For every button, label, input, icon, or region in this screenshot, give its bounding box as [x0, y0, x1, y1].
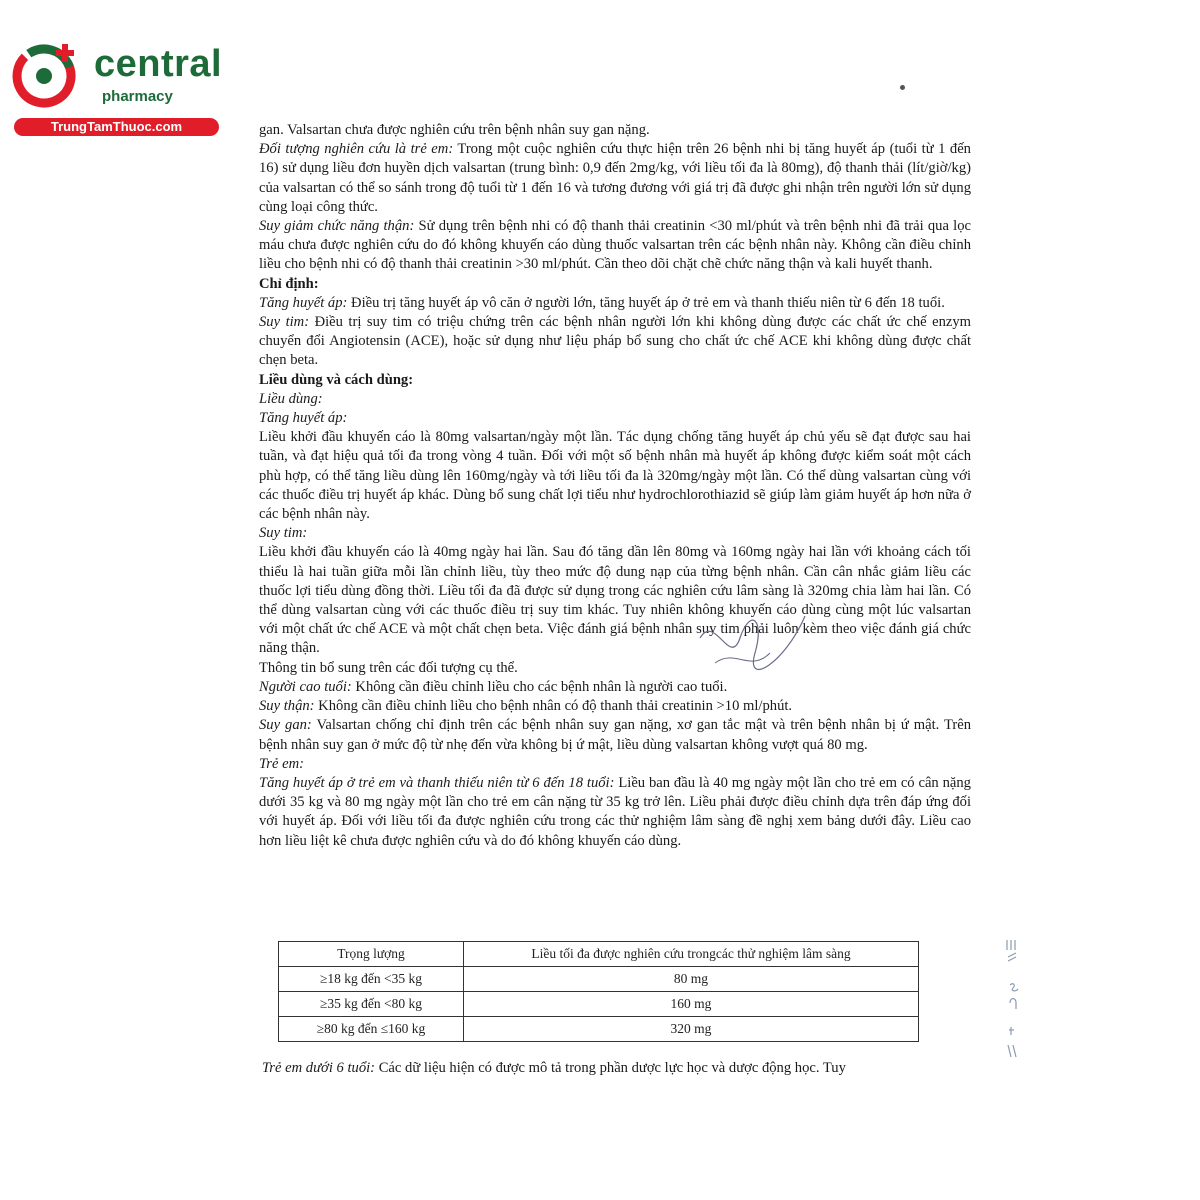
body-paragraph — [259, 659, 971, 678]
document-body — [259, 121, 971, 851]
paragraph-text: Valsartan chống chỉ định trên các bệnh nhân suy gan nặng, xơ gan tắc mật và trên bệnh nhân bị ứ mật. Trên bệnh nhân suy gan ở mức độ từ nhẹ đến vừa không bị ứ mật, liều dùng valsartan không vượt quá 80 mg. — [259, 717, 971, 753]
paragraph-text: Liều ban đầu là 40 mg ngày một lần cho trẻ em có cân nặng dưới 35 kg và 80 mg ngày một lần cho trẻ em cân nặng từ 35 kg trở lên. Liều phải được điều chỉnh dựa trên đáp ứng đối với huyết áp. Đối với liều tối đa được nghiên cứu trong các thử nghiệm lâm sàng đề nghị xem bảng dưới đây. Liều cao hơn liều liệt kê chưa được nghiên cứu và do đó không khuyến cáo dùng. — [259, 774, 971, 849]
section-heading: Liều dùng và cách dùng: — [259, 371, 414, 388]
body-paragraph — [259, 697, 971, 716]
handwritten-signature — [695, 608, 810, 678]
trailing-paragraph — [262, 1059, 972, 1078]
brand-subtitle: pharmacy — [102, 88, 173, 105]
body-paragraph — [259, 121, 971, 140]
paragraph-text: Liều khởi đầu khuyến cáo là 80mg valsartan/ngày một lần. Tác dụng chống tăng huyết áp chủ yếu sẽ đạt được sau hai tuần, và đạt hiệu quả tối đa trong vòng 4 tuần. Đối với một số bệnh nhân mà huyết áp không được kiểm soát một cách phù hợp, có thể tăng liều dùng lên 160mg/ngày và tới liều tối đa là 320mg/ngày một lần. Có thể dùng valsartan cùng với các thuốc điều trị huyết áp khác. Dùng bổ sung chất lợi tiểu như hydrochlorothiazid sẽ giúp làm giảm huyết áp hơn nữa ở các bệnh nhân này. — [259, 429, 971, 523]
body-paragraph — [259, 217, 971, 275]
dose-cell: 160 mg — [464, 992, 919, 1017]
dose-cell: 320 mg — [464, 1017, 919, 1042]
paragraph-text: Sử dụng trên bệnh nhi có độ thanh thải creatinin <30 ml/phút và trên bệnh nhi đã trải qua lọc máu chưa được nghiên cứu do đó không khuyến cáo dùng thuốc valsartan trên các bệnh nhân này. Không cần điều chỉnh liều cho bệnh nhi có độ thanh thải creatinin >30 ml/phút. Cần theo dõi chặt chẽ chức năng thận và kali huyết thanh. — [259, 218, 971, 273]
table-header-row — [279, 942, 919, 967]
paragraph-text: Liều khởi đầu khuyến cáo là 40mg ngày hai lần. Sau đó tăng dần lên 80mg và 160mg ngày hai lần với khoảng cách tối thiểu là hai tuần giữa mỗi lần chỉnh liều, tùy theo mức độ dung nạp của từng bệnh nhân. Cần cân nhắc giảm liều các thuốc lợi tiểu dùng đồng thời. Liều tối đa đã được sử dụng trong các nghiên cứu lâm sàng là 320mg chia làm hai lần. Có thể dùng valsartan cùng với các thuốc điều trị suy tim khác. Tuy nhiên không khuyến cáo dùng cùng một lúc valsartan với một chất ức chế ACE và một chất chẹn beta. Việc đánh giá bệnh nhân suy tim phải luôn kèm theo việc đánh giá chức năng thận. — [259, 544, 971, 657]
body-paragraph — [259, 140, 971, 217]
paragraph-lead: Trẻ em: — [259, 755, 304, 772]
body-paragraph — [259, 294, 971, 313]
column-header-weight: Trọng lượng — [279, 942, 464, 967]
central-pharmacy-logo[interactable] — [10, 38, 223, 138]
paragraph-lead: Tăng huyết áp: — [259, 410, 348, 427]
paragraph-lead: Suy tim: — [259, 314, 310, 331]
weight-cell: ≥35 kg đến <80 kg — [279, 992, 464, 1017]
table-row — [279, 992, 919, 1017]
body-paragraph — [259, 755, 971, 774]
paragraph-lead: Suy thận: — [259, 698, 315, 715]
paragraph-lead: Đối tượng nghiên cứu là trẻ em: — [259, 141, 454, 158]
max-dose-table — [278, 941, 919, 1042]
paragraph-text: Thông tin bổ sung trên các đối tượng cụ thể. — [259, 659, 518, 676]
paragraph-lead: Suy tim: — [259, 525, 308, 542]
margin-scan-marks — [1002, 935, 1022, 1065]
weight-cell: ≥80 kg đến ≤160 kg — [279, 1017, 464, 1042]
paragraph-lead: Tăng huyết áp: — [259, 294, 348, 311]
paragraph-text: Điều trị tăng huyết áp vô căn ở người lớn, tăng huyết áp ở trẻ em và thanh thiếu niên từ 6 đến 18 tuổi. — [347, 294, 945, 311]
body-paragraph — [259, 409, 971, 428]
weight-cell: ≥18 kg đến <35 kg — [279, 967, 464, 992]
scan-speck — [900, 85, 905, 90]
section-heading: Chỉ định: — [259, 275, 319, 292]
paragraph-lead: Người cao tuổi: — [259, 678, 352, 695]
body-paragraph — [259, 678, 971, 697]
paragraph-text: gan. Valsartan chưa được nghiên cứu trên bệnh nhân suy gan nặng. — [259, 122, 650, 138]
body-paragraph — [259, 313, 971, 371]
paragraph-text: Các dữ liệu hiện có được mô tả trong phần dược lực học và dược động học. Tuy — [375, 1060, 846, 1076]
body-paragraph — [259, 390, 971, 409]
site-url-badge: TrungTamThuoc.com — [14, 118, 219, 136]
paragraph-text: Không cần điều chỉnh liều cho các bệnh nhân là người cao tuổi. — [351, 678, 728, 695]
pharmacy-logo-icon — [10, 38, 82, 110]
column-header-max-dose: Liều tối đa được nghiên cứu trongcác thử nghiệm lâm sàng — [464, 942, 919, 967]
paragraph-text: Điều trị suy tim có triệu chứng trên các bệnh nhân người lớn khi không dùng được các chất ức chế enzym chuyển đổi Angiotensin (ACE), hoặc sử dụng như liệu pháp bổ sung cho chất ức chế ACE khi không dùng được chất chẹn beta. — [259, 314, 971, 369]
body-paragraph — [259, 774, 971, 851]
brand-name: central — [94, 43, 223, 85]
paragraph-lead: Tăng huyết áp ở trẻ em và thanh thiếu niên từ 6 đến 18 tuổi: — [259, 774, 615, 791]
body-paragraph — [259, 428, 971, 524]
table-row — [279, 967, 919, 992]
body-paragraph — [259, 543, 971, 658]
dose-cell: 80 mg — [464, 967, 919, 992]
paragraph-text: Trong một cuộc nghiên cứu thực hiện trên 26 bệnh nhi bị tăng huyết áp (tuổi từ 1 đến 16) sử dụng liều đơn huyền dịch valsartan (trung bình: 0,9 đến 2mg/kg, với liều tối đa là 80mg), độ thanh thải (lít/giờ/kg) của valsartan có thể so sánh trong độ tuổi từ 1 đến 16 và tương đương với giá trị đã được ghi nhận trên người lớn sử dụng cùng loại công thức. — [259, 141, 971, 215]
table-row — [279, 1017, 919, 1042]
paragraph-lead: Trẻ em dưới 6 tuổi: — [262, 1060, 376, 1076]
paragraph-text: Không cần điều chỉnh liều cho bệnh nhân có độ thanh thải creatinin >10 ml/phút. — [314, 698, 793, 715]
paragraph-lead: Liều dùng: — [259, 390, 323, 407]
paragraph-lead: Suy gan: — [259, 717, 312, 734]
paragraph-lead: Suy giảm chức năng thận: — [259, 218, 415, 235]
body-paragraph — [259, 716, 971, 754]
body-paragraph — [259, 524, 971, 543]
